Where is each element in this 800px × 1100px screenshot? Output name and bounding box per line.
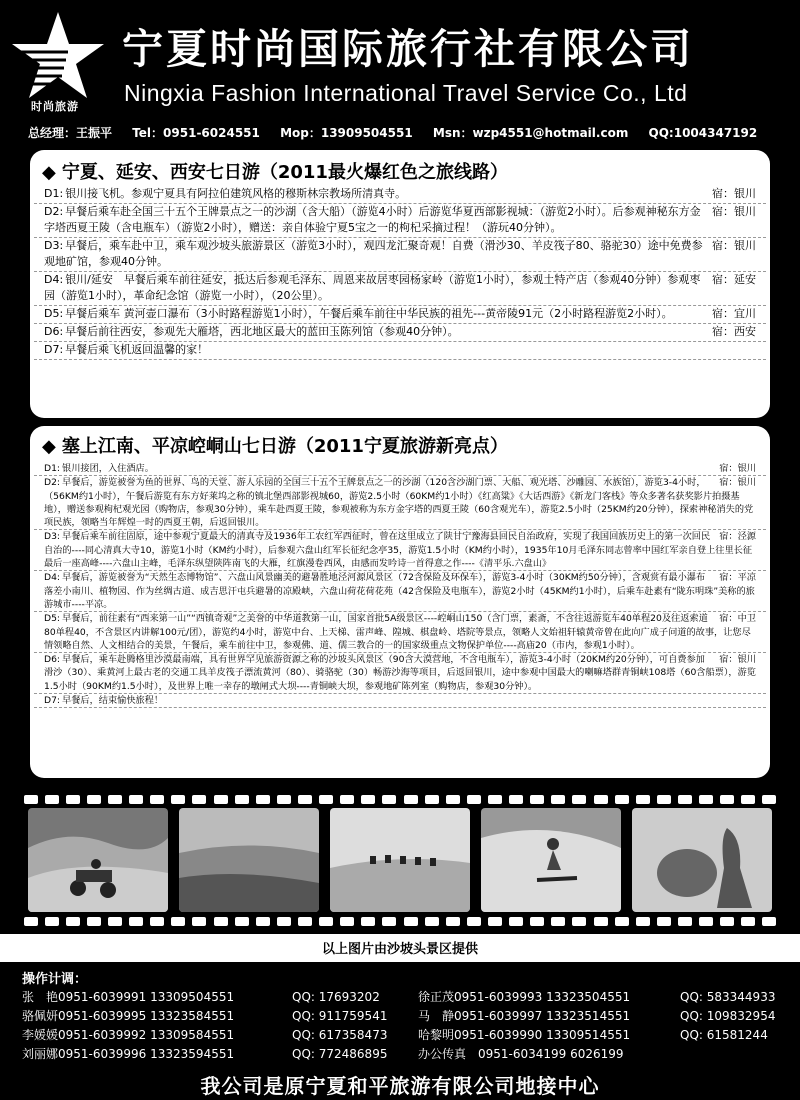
- day-stay: 宿：平凉: [719, 572, 756, 584]
- film-hole: [24, 917, 38, 926]
- film-hole: [150, 795, 164, 804]
- film-hole: [87, 917, 101, 926]
- day-text: 早餐后，结束愉快旅程！: [62, 695, 164, 707]
- day-item: [34, 462, 766, 476]
- msn: Msn：wzp4551@hotmail.com: [432, 126, 629, 140]
- film-hole: [235, 795, 249, 804]
- film-hole: [615, 917, 629, 926]
- film-hole: [340, 917, 354, 926]
- photo-film-strip: [20, 786, 780, 934]
- film-hole: [678, 917, 692, 926]
- film-hole: [256, 917, 270, 926]
- company-name-cn: 宁夏时尚国际旅行社有限公司: [122, 25, 694, 73]
- film-hole: [509, 917, 523, 926]
- film-hole: [404, 917, 418, 926]
- day-text: 早餐后乘车 黄河壶口瀑布（3小时路程游览1小时），午餐后乘车前往中华民族的祖先---黄帝陵91元（2小时路程游览2小时）。: [65, 307, 673, 320]
- film-hole: [594, 917, 608, 926]
- mop: Mop：13909504551: [280, 126, 413, 140]
- film-hole: [741, 917, 755, 926]
- film-hole: [425, 795, 439, 804]
- day-stay: 宿：银川: [712, 239, 756, 252]
- route2-panel: [30, 426, 770, 778]
- film-hole: [298, 917, 312, 926]
- film-hole: [171, 795, 185, 804]
- film-hole: [636, 917, 650, 926]
- film-hole: [657, 795, 671, 804]
- day-text: 早餐后前往西安，参观先大雁塔，西北地区最大的蓝田玉陈列馆（参观40分钟）。: [65, 325, 459, 338]
- operator-c1: 刘丽娜0951-6039996 13323594551: [22, 1047, 235, 1061]
- route1-panel: [30, 150, 770, 418]
- film-hole: [319, 795, 333, 804]
- operator-c3: 马 静0951-6039997 13323514551: [418, 1009, 631, 1023]
- day-item: [34, 571, 766, 612]
- day-stay: 宿：宜川: [712, 307, 756, 320]
- day-item: [34, 694, 766, 708]
- film-hole: [66, 795, 80, 804]
- day-label: D2:: [44, 205, 64, 218]
- day-item: [34, 272, 766, 306]
- day-text: 早餐后，乘车赴腾格里沙漠最南端，具有世界罕见旅游资源之称的沙坡头风景区（90含大漠营地，不含电瓶车），游览3-4小时（20KM约20分钟），可自费参加滑沙（30）、乘黄河上最古老的交通工具羊皮筏子漂流黄河（80）、骑骆驼（30）畅游沙海等项目，后返回银川，途中参观中国最大的喇嘛塔群青铜峡108塔（60含船票），游览1.5小时（90KM约1.5小时），及世界上唯一幸存的墩闸式大坝----青铜峡大坝，参观地矿陈列室（购物店，参观30分钟）。: [44, 654, 756, 692]
- contact-bar: [28, 124, 773, 141]
- photo-camel-caravan: [330, 808, 470, 912]
- film-hole: [762, 917, 776, 926]
- day-item: [34, 186, 766, 204]
- day-text: 早餐后乘车前往固原，途中参观宁夏最大的清真寺及1936年工农红军西征时，曾在这里成立了陕甘宁豫海县回民自治政府，实现了我国回族历史上的第一次回民自治的----同心清真大寺10，游览1小时（KM约小时），后参观六盘山红军长征纪念亭35，游览1.5小时（KM约小时），1935年10月毛泽东同志曾率中国红军亲自登上往里长征最后一座高峰----六盘山主峰，毛泽东纵望陕阵南飞的大雁，红旗漫卷西风，由感而发吟诗一首得意之作----《清平乐.六盘山》: [44, 531, 753, 570]
- day-stay: 宿：银川: [712, 205, 756, 218]
- qq: QQ:1004347192: [648, 126, 758, 140]
- film-hole: [678, 795, 692, 804]
- film-hole: [551, 795, 565, 804]
- day-label: D3:: [44, 239, 64, 252]
- day-label: D5:: [44, 307, 64, 320]
- film-hole: [214, 917, 228, 926]
- film-hole: [425, 917, 439, 926]
- film-hole: [467, 917, 481, 926]
- day-stay: 宿：中卫: [719, 613, 756, 625]
- film-hole: [530, 917, 544, 926]
- day-stay: 宿：银川: [712, 187, 756, 200]
- operator-c4: QQ: 61581244: [680, 1028, 768, 1042]
- day-item: [34, 324, 766, 342]
- diamond-icon: ◆: [42, 436, 56, 457]
- day-text: 早餐后乘车赴全国三十五个王牌景点之一的沙湖（含大船）（游览4小时）后游览华夏西部影视城：（游览2小时）。后参观神秘东方金字塔西夏王陵（含电瓶车）（游览2小时），赠送：亲自体验宁夏5宝之一的枸杞采摘过程！（游玩40分钟）。: [44, 205, 701, 234]
- film-hole: [404, 795, 418, 804]
- film-hole: [108, 917, 122, 926]
- operator-c4: QQ: 109832954: [680, 1009, 776, 1023]
- tel: Tel：0951-6024551: [132, 126, 260, 140]
- day-item: [34, 530, 766, 571]
- day-text: 早餐后，游览被誉为“天然生态博物馆”、六盘山风景幽美的避暑胜地泾河源风景区（72含保险及环保车），游览3-4小时（30KM约50分钟），含观赏有最小瀑布落差小南川、植物园、作为丝绸古道、成吉思汗屯兵避暑的凉殿峡，六盘山荷花荷花苑（42含保险及电瓶车），游览2小时（45KM约1小时），后乘车赴素有“陇东明珠”美称的旅游城市----平凉。: [44, 572, 755, 610]
- film-hole: [171, 917, 185, 926]
- day-item: [34, 612, 766, 653]
- film-hole: [699, 917, 713, 926]
- film-hole: [45, 917, 59, 926]
- operator-c2: QQ: 617358473: [292, 1028, 388, 1042]
- operator-row: [22, 1045, 792, 1064]
- operator-c4: QQ: 583344933: [680, 990, 776, 1004]
- operator-c3: 办公传真 0951-6034199 6026199: [418, 1047, 624, 1061]
- film-hole: [488, 917, 502, 926]
- film-hole: [741, 795, 755, 804]
- film-hole: [636, 795, 650, 804]
- film-hole: [446, 917, 460, 926]
- day-item: [34, 306, 766, 324]
- route1-title: ◆ 宁夏、延安、西安七日游（2011最火爆红色之旅线路）: [42, 162, 508, 183]
- day-text: 银川接飞机。参观宁夏具有阿拉伯建筑风格的穆斯林宗教场所清真寺。: [65, 187, 407, 200]
- day-stay: 宿：西安: [712, 325, 756, 338]
- day-text: 早餐后乘飞机返回温馨的家！: [65, 343, 209, 356]
- day-item: [34, 204, 766, 238]
- header: [0, 0, 800, 148]
- film-hole: [720, 917, 734, 926]
- film-hole: [720, 795, 734, 804]
- film-hole: [446, 795, 460, 804]
- route2-title: ◆ 塞上江南、平凉崆峒山七日游（2011宁夏旅游新亮点）: [42, 436, 508, 457]
- film-hole: [572, 917, 586, 926]
- photo-dune-buggy: [28, 808, 168, 912]
- operator-c4: [680, 1045, 790, 1064]
- film-hole: [382, 795, 396, 804]
- operator-c1: 骆佩妍0951-6039995 13323584551: [22, 1009, 235, 1023]
- photo-sand-surfing: [481, 808, 621, 912]
- film-hole: [551, 917, 565, 926]
- film-hole: [277, 917, 291, 926]
- film-hole: [150, 917, 164, 926]
- day-label: D3:: [44, 531, 61, 543]
- film-hole: [699, 795, 713, 804]
- day-stay: 宿：延安: [712, 273, 756, 286]
- film-hole: [319, 917, 333, 926]
- film-hole: [24, 795, 38, 804]
- film-hole: [45, 795, 59, 804]
- manager: 总经理：王振平: [28, 126, 113, 140]
- day-label: D1:: [44, 463, 61, 474]
- operator-c2: QQ: 911759541: [292, 1009, 388, 1023]
- film-hole: [298, 795, 312, 804]
- film-hole: [235, 917, 249, 926]
- diamond-icon: ◆: [42, 162, 56, 183]
- operator-c1: 李媛媛0951-6039992 13309584551: [22, 1028, 235, 1042]
- day-stay: 宿：银川: [719, 654, 756, 666]
- film-hole: [762, 795, 776, 804]
- day-label: D1:: [44, 187, 64, 200]
- film-hole: [361, 795, 375, 804]
- operator-row: [22, 1026, 792, 1045]
- film-hole: [192, 795, 206, 804]
- day-label: D2:: [44, 477, 61, 489]
- photo-caption: 以上图片由沙坡头景区提供: [321, 942, 478, 957]
- operator-row: [22, 1007, 792, 1026]
- photo-sand-hills: [179, 808, 319, 912]
- day-stay: 宿：银川: [719, 463, 756, 474]
- film-hole: [467, 795, 481, 804]
- film-hole: [488, 795, 502, 804]
- day-label: D7:: [44, 695, 61, 707]
- footer: [0, 962, 800, 1100]
- ops-label: 操作计调：: [22, 972, 88, 987]
- film-hole: [192, 917, 206, 926]
- company-name-en: Ningxia Fashion International Travel Service Co., Ltd: [124, 80, 688, 106]
- day-text: 早餐后，游览被誉为鱼的世界、鸟的天堂、游人乐园的全国三十五个王牌景点之一的沙湖（120含沙湖门票、大船、观光塔、沙雕园、水族馆），游览3-4小时，（56KM约1小时），午餐后游览有东方好莱坞之称的镇北堡西部影视城60，游览2.5小时（60KM约1小时）《红高粱》《大话西游》《新龙门客栈》等众多著名获奖影片拍摄基地），赠送参观枸杞观光园（购物店，参观30分钟），乘车赴西夏王陵，参观被称为东方金字塔的西夏王陵（60含观光车），游览2.5小时（25KM约20分钟），探索神秘消失的党项民族，领略当年辉煌一时的西夏王朝，后返回银川。: [44, 477, 754, 529]
- film-hole: [361, 917, 375, 926]
- film-hole: [66, 917, 80, 926]
- day-text: 银川/延安 早餐后乘车前往延安，抵达后参观毛泽东、周恩来故居枣园杨家岭（游览1小时），参观土特产店（参观40分钟）参观枣园（游览1小时），革命纪念馆（游览一小时），（20公里）。: [44, 273, 701, 302]
- film-hole: [594, 795, 608, 804]
- logo-text: 时尚旅游: [31, 100, 79, 113]
- day-stay: 宿：泾源: [719, 531, 756, 543]
- operator-c1: 张 艳0951-6039991 13309504551: [22, 990, 235, 1004]
- day-label: D7:: [44, 343, 64, 356]
- day-item: [34, 653, 766, 694]
- film-hole: [530, 795, 544, 804]
- film-hole: [129, 795, 143, 804]
- day-text: 早餐后，前往素有“西来第一山”“西镇奇观”之美誉的中华道教第一山，国家首批5A级景区----崆峒山150（含门票，素斋，不含往返游览车40单程20及往返索道80单程40，不含景区内讲解100元/团），游览约4小时，游览中台、上天梯、雷声峰、隍城、棋盘岭、塔院等景点，领略人文始祖轩辕黄帝曾在此向广成子问道的故事，让您尽情领略自然、人文相结合的美景，午餐后，乘车前往中卫，参观佛、道、儒三教合的一的国家级重点文物保护单位----高庙20（市内，参观1小时）。: [44, 613, 751, 651]
- day-item: [34, 238, 766, 272]
- film-hole: [509, 795, 523, 804]
- day-label: D4:: [44, 572, 61, 584]
- operator-c2: QQ: 17693202: [292, 990, 380, 1004]
- day-stay: 宿：银川: [719, 477, 756, 489]
- film-hole: [129, 917, 143, 926]
- caption-bar: [0, 934, 800, 962]
- operator-c3: 哈黎明0951-6039990 13309514551: [418, 1028, 631, 1042]
- photo-sand-sculpture: [632, 808, 772, 912]
- day-item: [34, 342, 766, 360]
- film-hole: [382, 917, 396, 926]
- film-hole: [87, 795, 101, 804]
- film-hole: [615, 795, 629, 804]
- film-hole: [657, 917, 671, 926]
- day-label: D5:: [44, 613, 61, 625]
- day-item: [34, 476, 766, 530]
- day-text: 早餐后，乘车赴中卫，乘车观沙坡头旅游景区（游览3小时），观四龙汇聚奇观！自费（滑沙30、羊皮筏子80、骆驼30）途中免费参观地矿馆，参观40分钟。: [44, 239, 703, 268]
- film-hole: [340, 795, 354, 804]
- operator-c3: 徐正茂0951-6039993 13323504551: [418, 990, 631, 1004]
- day-label: D6:: [44, 325, 64, 338]
- day-text: 银川接团，入住酒店。: [62, 463, 154, 474]
- film-hole: [277, 795, 291, 804]
- operator-row: [22, 988, 792, 1007]
- film-hole: [572, 795, 586, 804]
- day-label: D6:: [44, 654, 61, 666]
- film-hole: [214, 795, 228, 804]
- day-label: D4:: [44, 273, 64, 286]
- slogan: 我公司是原宁夏和平旅游有限公司地接中心: [200, 1074, 600, 1098]
- operator-c2: QQ: 772486895: [292, 1047, 388, 1061]
- film-hole: [108, 795, 122, 804]
- film-hole: [256, 795, 270, 804]
- operator-list: [22, 988, 792, 1064]
